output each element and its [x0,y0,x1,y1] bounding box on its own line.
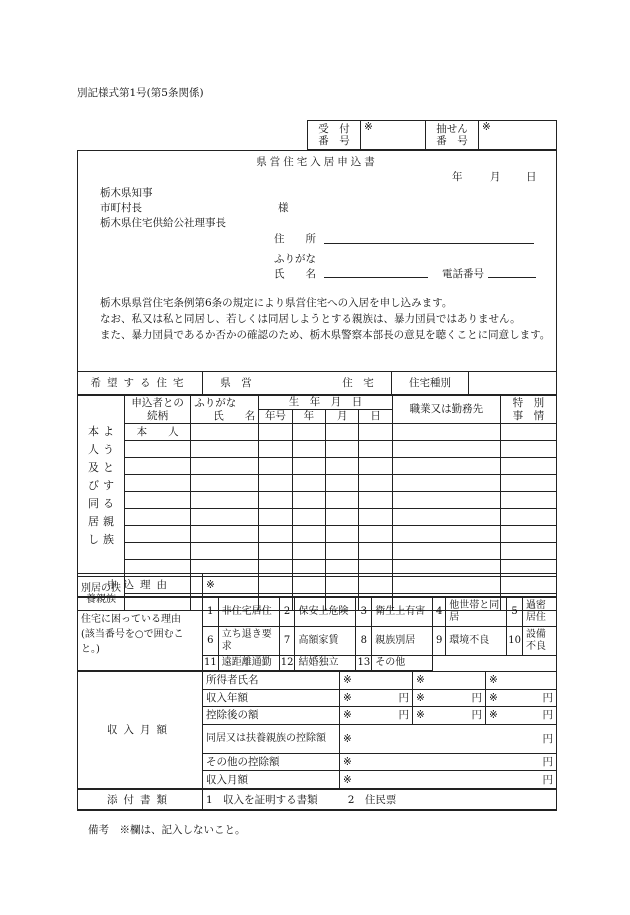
income-cell[interactable]: ※ [413,672,486,690]
income-row-label: 収入年額 [203,689,340,707]
household-cell[interactable] [259,424,292,441]
trouble-num: 9 [433,626,446,655]
trouble-item[interactable]: 他世帯と同居 [446,598,507,627]
furigana-label: ふりがな [274,253,316,265]
household-cell[interactable] [259,475,292,492]
trouble-item[interactable]: 結婚独立 [295,655,356,670]
income-cell[interactable] [413,707,486,725]
household-cell[interactable] [326,509,359,526]
household-cell[interactable] [292,509,325,526]
trouble-item[interactable]: 保安上危険 [295,598,356,627]
trouble-label: 住宅に困っている理由 (該当番号を○で囲むこと。) [78,598,203,671]
yen-unit: 円 [471,709,482,722]
trouble-blank [433,655,557,670]
household-cell[interactable] [359,526,392,543]
income-cell[interactable] [486,689,557,707]
household-cell[interactable] [326,492,359,509]
income-row-label: 収入月額 [203,771,340,789]
trouble-item[interactable]: 立ち退き要求 [218,626,279,655]
form-number: 別記様式第1号(第5条関係) [77,87,204,99]
trouble-num: 6 [203,626,219,655]
trouble-item[interactable]: 設備不良 [522,626,556,655]
reason-row [77,573,557,597]
trouble-num: 2 [279,598,295,627]
trouble-num: 11 [203,655,219,670]
form-frame [77,150,557,810]
income-cell[interactable] [340,689,413,707]
household-cell[interactable] [124,441,190,458]
yen-unit: 円 [542,691,553,704]
addressee-governor: 栃木県知事 [100,187,153,199]
income-label: 収入月額 [78,672,203,789]
col-relation: 申込者との続柄 [124,396,190,424]
receipt-label: 受 付 [318,122,350,135]
trouble-item[interactable]: 環境不良 [446,626,507,655]
household-cell[interactable] [359,475,392,492]
col-era: 年号 [259,410,292,424]
trouble-item[interactable]: その他 [372,655,433,670]
trouble-num: 13 [356,655,372,670]
household-cell[interactable] [500,492,556,509]
trouble-num: 3 [356,598,372,627]
trouble-table [77,597,557,671]
household-cell[interactable] [326,526,359,543]
income-cell[interactable]: ※ [486,672,557,690]
name-label: 氏 名 [274,268,316,280]
income-cell[interactable] [486,707,557,725]
trouble-item[interactable]: 高額家賃 [295,626,356,655]
household-cell[interactable] [500,509,556,526]
income-mark: ※ [343,756,352,769]
lottery-label-2: 番 号 [436,135,468,147]
income-mark: ※ [416,709,425,722]
attach-row [77,789,557,811]
date-year: 年 [452,171,463,183]
household-cell[interactable] [359,441,392,458]
trouble-num: 1 [203,598,219,627]
income-mark: ※ [416,691,425,704]
trouble-item[interactable]: 遠距離通勤 [218,655,279,670]
income-cell[interactable] [340,707,413,725]
yen-unit: 円 [542,709,553,722]
household-cell[interactable] [292,441,325,458]
housing-pref: 県 営 [203,372,270,395]
household-cell[interactable] [326,543,359,560]
trouble-num: 10 [507,626,523,655]
household-cell[interactable] [292,424,325,441]
household-cell[interactable] [392,509,500,526]
housing-type-label: 住宅種別 [392,372,469,395]
col-job: 職業又は勤務先 [392,396,500,424]
col-month: 月 [326,410,359,424]
col-name [191,396,259,424]
phone-field[interactable] [488,265,536,278]
receipt-box [307,120,557,150]
form-title: 県営住宅入居申込書 [256,156,378,168]
household-cell[interactable] [500,441,556,458]
household-cell[interactable] [292,526,325,543]
household-cell[interactable] [392,475,500,492]
household-cell[interactable] [124,509,190,526]
household-cell[interactable] [500,475,556,492]
household-cell[interactable] [500,543,556,560]
household-cell[interactable] [191,424,259,441]
statement-line: なお、私又は私と同居し、若しくは同居しようとする親族は、暴力団員ではありません。 [100,313,521,325]
household-cell[interactable] [292,458,325,475]
trouble-item[interactable]: 非住宅居住 [218,598,279,627]
household-cell[interactable] [392,526,500,543]
household-cell[interactable] [259,492,292,509]
receipt-label-2: 番 号 [318,135,350,147]
separate-label: 別居の扶養親族 [78,577,125,611]
housing-type-field[interactable] [469,372,557,395]
income-mark: ※ [489,709,498,722]
col-name-label: 氏 名 [213,409,256,422]
statement-line: 栃木県県営住宅条例第6条の規定により県営住宅への入居を申し込みます。 [100,297,453,309]
phone-label: 電話番号 [442,268,484,280]
household-cell[interactable] [326,475,359,492]
income-row-label: その他の控除額 [203,753,340,771]
statement [86,295,552,343]
footnote: 備考 ※欄は、記入しないこと。 [88,824,246,836]
income-mark: ※ [343,773,352,786]
col-day: 日 [359,410,392,424]
household-cell[interactable] [392,441,500,458]
trouble-num: 5 [507,598,523,627]
household-cell[interactable] [500,526,556,543]
income-table [77,671,557,789]
housing-row [77,371,557,395]
household-cell[interactable] [259,509,292,526]
household-cell[interactable] [326,424,359,441]
trouble-num: 12 [279,655,295,670]
housing-house: 住 宅 [325,372,392,395]
household-cell[interactable] [191,492,259,509]
date-month: 月 [490,171,501,183]
yen-unit: 円 [542,756,553,769]
household-cell[interactable] [191,543,259,560]
household-side-label: 本 人 及 び 同 居 し よ う と す る 親 族 [78,396,125,577]
date-day: 日 [526,171,537,183]
household-cell[interactable] [359,543,392,560]
address-field[interactable] [324,231,534,244]
receipt-number-field[interactable]: ※ [361,121,426,150]
household-cell[interactable] [191,475,259,492]
household-cell[interactable] [124,543,190,560]
household-cell[interactable] [191,458,259,475]
household-cell[interactable] [326,441,359,458]
statement-line: また、暴力団員であるか否かの確認のため、栃木県警察本部長の意見を聴くことに同意します。 [100,329,551,341]
household-cell[interactable] [292,475,325,492]
trouble-num: 4 [433,598,446,627]
attach-item-2: 2 住民票 [347,793,397,806]
income-mark: ※ [343,709,352,722]
lottery-number-field[interactable]: ※ [479,121,557,150]
income-cell[interactable] [340,753,557,771]
household-cell[interactable] [359,492,392,509]
lottery-label: 抽せん [436,122,468,135]
housing-label: 希望する住宅 [78,372,203,395]
yen-unit: 円 [398,691,409,704]
trouble-item[interactable]: 衛生上有害 [372,598,433,627]
col-year: 年 [292,410,325,424]
household-cell[interactable] [359,424,392,441]
self-cell: 本 人 [124,424,190,441]
household-cell[interactable] [392,543,500,560]
household-cell[interactable] [500,458,556,475]
household-cell[interactable] [359,458,392,475]
household-cell[interactable] [259,458,292,475]
income-cell[interactable] [413,689,486,707]
household-cell[interactable] [191,509,259,526]
attach-item-1: 1 収入を証明する書類 [206,793,318,806]
household-cell[interactable] [124,492,190,509]
name-field[interactable] [324,265,428,278]
household-cell[interactable] [500,424,556,441]
income-cell[interactable] [340,771,557,789]
col-special: 特 別 事 情 [500,396,556,424]
trouble-item[interactable]: 過密居住 [522,598,556,627]
income-mark: ※ [343,691,352,704]
income-cell[interactable] [340,724,557,753]
application-header [78,151,556,371]
yen-unit: 円 [542,732,553,745]
col-furigana: ふりがな [194,397,237,410]
household-cell[interactable] [259,526,292,543]
trouble-num: 7 [279,626,295,655]
household-cell[interactable] [292,492,325,509]
income-mark: ※ [489,691,498,704]
yen-unit: 円 [471,691,482,704]
income-mark: ※ [343,732,352,745]
yen-unit: 円 [398,709,409,722]
household-cell[interactable] [124,475,190,492]
household-cell[interactable] [191,441,259,458]
household-cell[interactable] [259,543,292,560]
housing-name-field[interactable] [269,372,325,395]
household-cell[interactable] [292,543,325,560]
trouble-num: 8 [356,626,372,655]
attach-items [203,790,557,811]
household-cell[interactable] [392,424,500,441]
income-cell[interactable]: ※ [340,672,413,690]
reason-field[interactable]: ※ [203,574,557,597]
income-row-label: 同居又は扶養親族の控除額 [203,724,340,753]
income-row-label: 所得者氏名 [203,672,340,690]
household-cell[interactable] [124,526,190,543]
address-label: 住 所 [274,233,316,245]
yen-unit: 円 [542,773,553,786]
attach-label: 添付書類 [78,790,203,811]
household-cell[interactable] [392,458,500,475]
reason-label: 申込理由 [78,574,203,597]
household-cell[interactable] [259,441,292,458]
household-cell[interactable] [392,492,500,509]
col-birth: 生 年 月 日 [259,396,393,410]
household-cell[interactable] [359,509,392,526]
addressee-mayor: 市町村長 [100,202,142,214]
household-cell[interactable] [191,526,259,543]
income-row-label: 控除後の額 [203,707,340,725]
addressee-corp: 栃木県住宅供給公社理事長 [100,217,226,229]
sama: 様 [278,202,289,214]
household-cell[interactable] [326,458,359,475]
trouble-item[interactable]: 親族別居 [372,626,433,655]
household-cell[interactable] [124,458,190,475]
